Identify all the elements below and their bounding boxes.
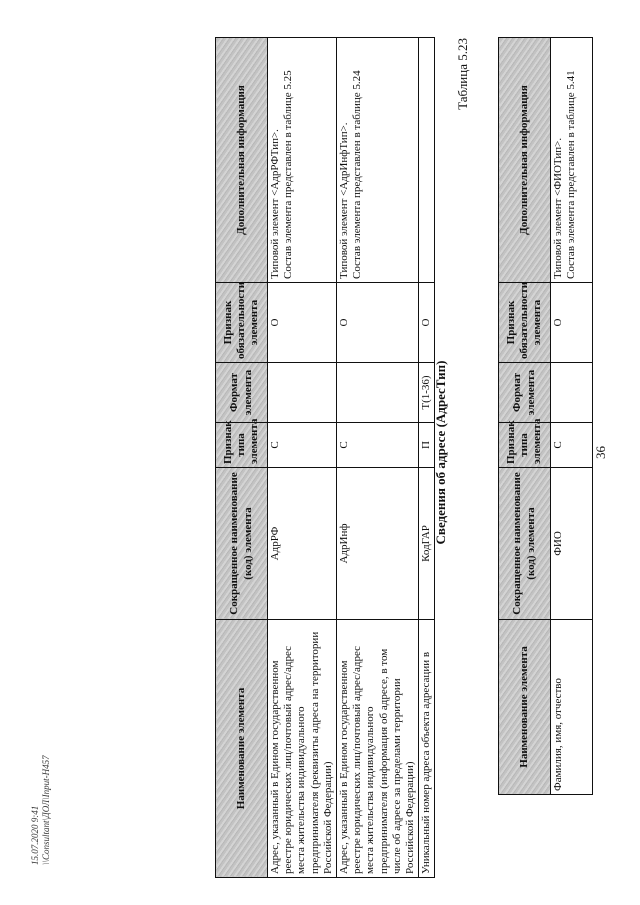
cell-format — [336, 363, 418, 423]
cell-code: АдрИнф — [336, 468, 418, 620]
header-required: Признак обязательности элемента — [216, 283, 268, 363]
cell-info — [551, 38, 593, 283]
fio-table — [498, 37, 593, 795]
header-required: Признак обязательности элемента — [499, 283, 551, 363]
cell-required: О — [268, 283, 337, 363]
cell-type: П — [419, 423, 435, 468]
table-row — [551, 38, 593, 795]
table-title: Сведения об адресе (АдресТип) — [433, 360, 448, 545]
cell-type: С — [268, 423, 337, 468]
cell-required: О — [419, 283, 435, 363]
info-line: Состав элемента представлен в таблице 5.24 — [351, 70, 364, 279]
info-line: Типовой элемент <АдрРФТип>. — [269, 129, 281, 279]
cell-code: КодГАР — [419, 468, 435, 620]
header-info: Дополнительная информация — [216, 38, 268, 283]
cell-format: T(1-36) — [419, 363, 435, 423]
cell-info — [336, 38, 418, 283]
header-code: Сокращенное наименование (код) элемента — [499, 468, 551, 620]
cell-code: АдрРФ — [268, 468, 337, 620]
stamp-line: \\Consultant\ДОЛ\Input-H457 — [41, 755, 52, 865]
cell-name: Уникальный номер адреса объекта адресации в — [419, 620, 435, 878]
address-table — [215, 37, 435, 878]
cell-format — [551, 363, 593, 423]
table-header-row — [216, 38, 268, 878]
cell-name: Адрес, указанный в Едином государственном реестре юридических лиц/почтовый адрес/адрес места жительства индивидуального предпринимателя (информация об адресе, в том числе об адресе за пределами территории Российской Федерации) — [336, 620, 418, 878]
stamp-line: 15.07.2020 9:41 — [30, 805, 40, 865]
page-number: 36 — [593, 446, 608, 459]
header-format: Формат элемента — [499, 363, 551, 423]
table-header-row — [499, 38, 551, 795]
info-line: Типовой элемент <АдрИнфТип>. — [337, 122, 350, 279]
cell-type: С — [336, 423, 418, 468]
header-type: Признак типа элемента — [499, 423, 551, 468]
info-line: Состав элемента представлен в таблице 5.25 — [282, 70, 295, 279]
cell-name: Фамилия, имя, отчество — [551, 620, 593, 795]
print-stamp — [30, 755, 53, 865]
table-row — [419, 38, 435, 878]
cell-code: ФИО — [551, 468, 593, 620]
header-info: Дополнительная информация — [499, 38, 551, 283]
cell-type: С — [551, 423, 593, 468]
table-row — [268, 38, 337, 878]
header-format: Формат элемента — [216, 363, 268, 423]
info-line: Состав элемента представлен в таблице 5.41 — [565, 70, 578, 279]
table-row — [336, 38, 418, 878]
header-type: Признак типа элемента — [216, 423, 268, 468]
header-name: Наименование элемента — [216, 620, 268, 878]
cell-name: Адрес, указанный в Едином государственном реестре юридических лиц/почтовый адрес/адрес места жительства индивидуального предпринимателя (реквизиты адреса на территории Российской Федерации) — [268, 620, 337, 878]
cell-info — [419, 38, 435, 283]
cell-info — [268, 38, 337, 283]
cell-required: О — [551, 283, 593, 363]
table-number: Таблица 5.23 — [455, 38, 470, 110]
info-line: Типовой элемент <ФИОТип>. — [552, 137, 564, 279]
cell-format — [268, 363, 337, 423]
cell-required: О — [336, 283, 418, 363]
header-name: Наименование элемента — [499, 620, 551, 795]
header-code: Сокращенное наименование (код) элемента — [216, 468, 268, 620]
